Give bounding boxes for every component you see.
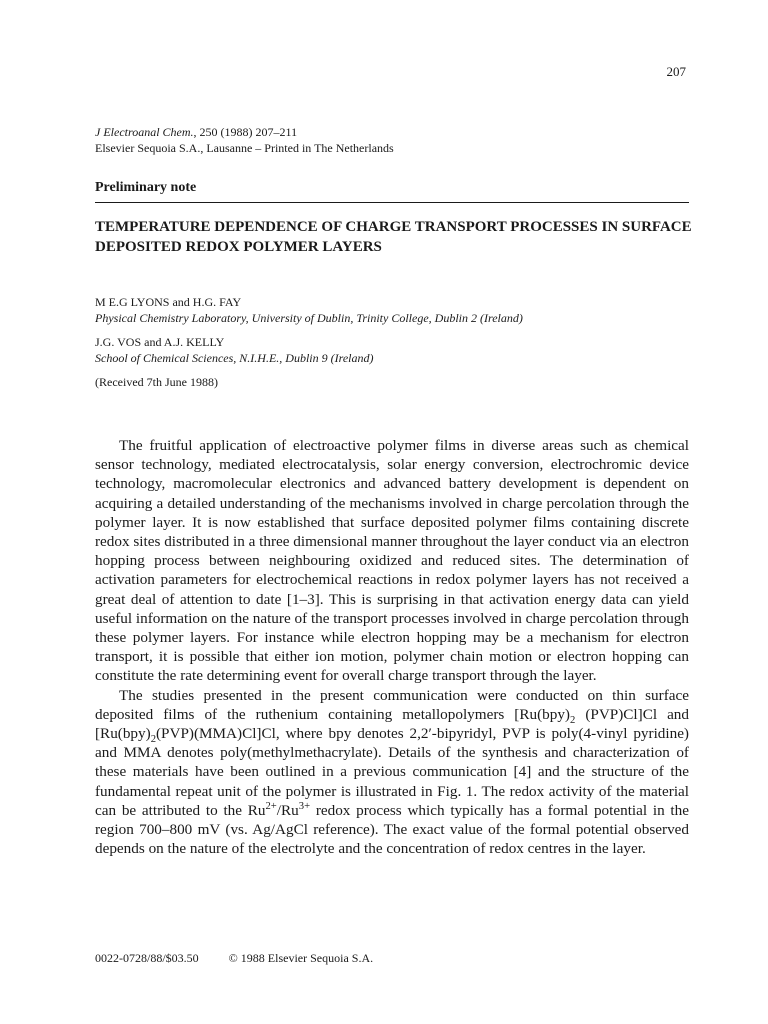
section-label: Preliminary note <box>95 180 197 195</box>
p2-sub-1: 2 <box>570 714 576 726</box>
article-body <box>95 436 689 858</box>
author-affiliation-2: School of Chemical Sciences, N.I.H.E., Dublin 9 (Ireland) <box>95 351 374 365</box>
footer <box>95 951 373 966</box>
received-date: (Received 7th June 1988) <box>95 375 218 389</box>
journal-info <box>95 124 394 156</box>
p2-text-5: redox process which typically has a formal potential in the region 700–800 mV (vs. Ag/AgCl reference). The exact value of the formal potential observed depends on the nature of the electrolyte and the concentration of redox centres in the layer. <box>95 801 689 858</box>
p2-sup-1: 2+ <box>265 800 277 812</box>
author-names-1: M E.G LYONS and H.G. FAY <box>95 295 242 309</box>
page-number: 207 <box>666 64 686 79</box>
body-paragraph-1: The fruitful application of electroactive polymer films in diverse areas such as chemical sensor technology, mediated electrocatalysis, solar energy conversion, electrochromic device technology, macromolecular electronics and advanced battery development is dependent on acquiring a detailed understanding of the mechanisms involved in charge percolation through the polymer layer. It is now established that surface deposited polymer films containing discrete redox sites distributed in a three dimensional manner throughout the layer conduct via an electron hopping process between neighbouring oxidized and reduced sites. The determination of activation parameters for electrochemical reactions in redox polymer layers has not received a great deal of attention to date [1–3]. This is surprising in that activation energy data can yield useful information on the nature of the transport processes involved in charge percolation through these polymer layers. For instance while electron hopping may be a mechanism for electron transport, it is possible that either ion motion, polymer chain motion or electron hopping can constitute the rate determining event for overall charge transport through the layer. <box>95 437 689 685</box>
p2-text-1: The studies presented in the present communication were conducted on thin surface deposited films of the ruthenium containing metallopolymers [Ru(bpy) <box>95 686 689 723</box>
publisher-line: Elsevier Sequoia S.A., Lausanne – Printed in The Netherlands <box>95 141 394 155</box>
copyright-notice: © 1988 Elsevier Sequoia S.A. <box>228 951 374 965</box>
p2-text-4: /Ru <box>276 801 299 819</box>
journal-volume: , 250 (1988) 207–211 <box>193 125 298 139</box>
body-paragraph-2 <box>95 686 689 859</box>
p2-text-2: (PVP)Cl]Cl and [Ru(bpy) <box>95 705 689 743</box>
journal-name: J Electroanal Chem. <box>95 125 194 139</box>
p2-sub-2: 2 <box>150 734 156 746</box>
author-affiliation-1: Physical Chemistry Laboratory, University of Dublin, Trinity College, Dublin 2 (Ireland) <box>95 311 523 325</box>
author-block <box>95 294 523 390</box>
article-code: 0022-0728/88/$03.50 <box>95 951 199 965</box>
section-rule <box>95 202 689 203</box>
p2-sup-2: 3+ <box>298 800 311 812</box>
article-title: TEMPERATURE DEPENDENCE OF CHARGE TRANSPORT PROCESSES IN SURFACE DEPOSITED REDOX POLYMER LAYERS <box>95 219 692 255</box>
p2-text-3: (PVP)(MMA)Cl]Cl, where bpy denotes 2,2′-bipyridyl, PVP is poly(4-vinyl pyridine) and MMA denotes poly(methylmethacrylate). Details of the synthesis and characterization of these materials have been outlined in a previous communication [4] and the structure of the fundamental repeat unit of the polymer is illustrated in Fig. 1. The redox activity of the material can be attributed to the Ru <box>95 725 689 819</box>
author-names-2: J.G. VOS and A.J. KELLY <box>95 335 225 349</box>
journal-citation <box>95 124 394 140</box>
